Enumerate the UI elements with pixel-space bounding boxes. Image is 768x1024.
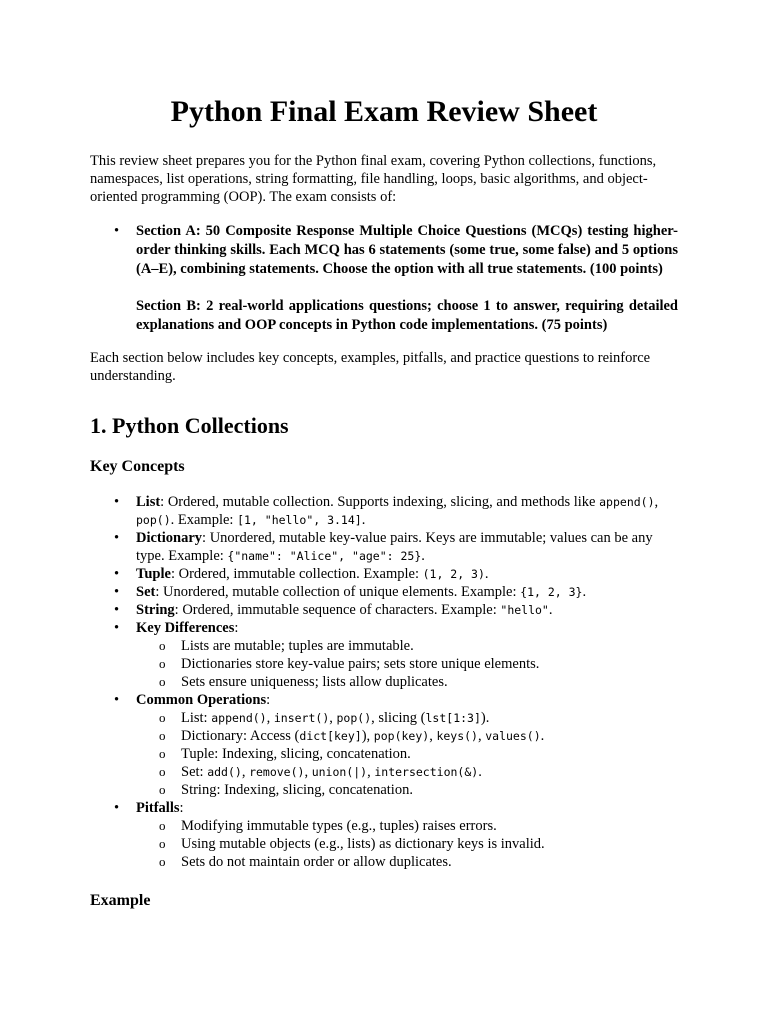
- pitfalls-sublist: [136, 817, 678, 871]
- page-title: Python Final Exam Review Sheet: [170, 95, 598, 128]
- circle-bullet-marker: o: [159, 638, 166, 653]
- punctuation: .: [582, 584, 587, 600]
- code-snippet: dict[key]: [299, 729, 362, 743]
- code-snippet: intersection(&): [374, 765, 479, 779]
- sub-list-item: [159, 709, 678, 727]
- sub-list-item: [159, 853, 678, 871]
- outro-paragraph: Each section below includes key concepts, examples, pitfalls, and practice questions to reinforce understanding.: [90, 350, 651, 384]
- heading-example: Example: [90, 892, 151, 909]
- separator: ,: [367, 764, 375, 780]
- separator: ,: [654, 494, 659, 510]
- sub-item-text: Sets ensure uniqueness; lists allow duplicates.: [181, 674, 448, 690]
- separator: ,: [241, 764, 250, 780]
- concept-term: Key Differences: [136, 620, 235, 636]
- concept-set: [114, 583, 678, 601]
- bullet-marker: •: [114, 530, 120, 546]
- concept-common-operations: [114, 691, 678, 799]
- punctuation: .: [361, 512, 366, 528]
- code-snippet: "hello": [500, 603, 549, 617]
- circle-bullet-marker: o: [159, 656, 166, 671]
- concept-term: Set: [136, 584, 156, 600]
- exam-section-item: [114, 222, 678, 335]
- common-operations-sublist: [136, 709, 678, 799]
- sub-list-item: [159, 637, 678, 655]
- bullet-marker: •: [114, 584, 120, 600]
- key-concepts-list: [90, 493, 678, 871]
- exam-sections-list: [90, 222, 678, 335]
- intro-paragraph: This review sheet prepares you for the Python final exam, covering Python collections, functions, namespaces, list operations, string formatting, file handling, loops, basic algorithms, and object-oriented programming (OOP). The exam consists of:: [90, 153, 657, 205]
- concept-list: [114, 493, 678, 529]
- circle-bullet-marker: o: [159, 746, 166, 761]
- sub-item-text: Using mutable objects (e.g., lists) as dictionary keys is invalid.: [181, 836, 545, 852]
- concept-text: : Ordered, immutable collection. Example:: [170, 566, 423, 582]
- bullet-marker: •: [114, 620, 120, 636]
- punctuation: .: [421, 548, 425, 564]
- op-label: Dictionary: Access (: [181, 728, 300, 744]
- punctuation: .: [548, 602, 553, 618]
- sub-list-item: [159, 781, 678, 799]
- bullet-marker: •: [114, 494, 120, 510]
- code-snippet: union(|): [311, 765, 368, 779]
- sub-item-text: Modifying immutable types (e.g., tuples) raises errors.: [181, 818, 497, 834]
- sub-list-item: [159, 745, 678, 763]
- sub-list-item: [159, 673, 678, 691]
- punctuation: :: [179, 800, 184, 816]
- circle-bullet-marker: o: [159, 818, 166, 833]
- concept-text: . Example:: [170, 512, 238, 528]
- sub-item-text: Sets do not maintain order or allow duplicates.: [181, 854, 452, 870]
- op-label: List:: [181, 710, 212, 726]
- sub-list-item: [159, 763, 678, 781]
- sub-item-text: Tuple: Indexing, slicing, concatenation.: [181, 746, 411, 762]
- code-snippet: {"name": "Alice", "age": 25}: [227, 549, 422, 563]
- bullet-marker: •: [114, 692, 120, 708]
- code-snippet: [1, "hello", 3.14]: [237, 513, 362, 527]
- concept-pitfalls: [114, 799, 678, 871]
- concept-term: Tuple: [136, 566, 171, 582]
- heading-python-collections: 1. Python Collections: [90, 413, 289, 438]
- concept-text: : Unordered, mutable key-value pairs. Keys are immutable; values can be any type. Example:: [136, 530, 653, 564]
- code-snippet: (1, 2, 3): [422, 567, 485, 581]
- sub-list-item: [159, 835, 678, 853]
- code-snippet: add(): [207, 765, 242, 779]
- separator: ,: [477, 728, 486, 744]
- bullet-marker: •: [114, 800, 120, 816]
- sub-item-text: Lists are mutable; tuples are immutable.: [181, 638, 414, 654]
- code-snippet: pop(): [336, 711, 372, 725]
- code-snippet: pop(): [136, 513, 171, 527]
- section-a-text: Section A: 50 Composite Response Multiple Choice Questions (MCQs) testing higher-order thinking skills. Each MCQ has 6 statements (some true, some false) and 5 options (A–E), combining statements. Choose the option with all true statements. (100 points): [136, 223, 678, 277]
- separator: ,: [304, 764, 312, 780]
- concept-tuple: [114, 565, 678, 583]
- punctuation: :: [234, 620, 239, 636]
- concept-term: String: [136, 602, 175, 618]
- punctuation: .: [478, 764, 482, 780]
- punctuation: ).: [480, 710, 490, 726]
- circle-bullet-marker: o: [159, 854, 166, 869]
- separator: ),: [361, 728, 374, 744]
- circle-bullet-marker: o: [159, 710, 166, 725]
- code-snippet: lst[1:3]: [425, 711, 481, 725]
- code-snippet: {1, 2, 3}: [520, 585, 583, 599]
- concept-dictionary: [114, 529, 678, 565]
- circle-bullet-marker: o: [159, 764, 166, 779]
- circle-bullet-marker: o: [159, 728, 166, 743]
- separator: ,: [266, 710, 274, 726]
- sub-list-item: [159, 817, 678, 835]
- code-snippet: values(): [485, 729, 541, 743]
- concept-string: [114, 601, 678, 619]
- key-differences-sublist: [136, 637, 678, 691]
- code-snippet: remove(): [249, 765, 305, 779]
- separator: ,: [429, 728, 437, 744]
- punctuation: .: [484, 566, 489, 582]
- concept-term: Dictionary: [136, 530, 203, 546]
- punctuation: :: [266, 692, 271, 708]
- bullet-marker: •: [114, 602, 120, 618]
- concept-text: : Ordered, immutable sequence of characters. Example:: [174, 602, 501, 618]
- concept-key-differences: [114, 619, 678, 691]
- code-snippet: insert(): [273, 711, 330, 725]
- code-snippet: keys(): [436, 729, 478, 743]
- circle-bullet-marker: o: [159, 836, 166, 851]
- bullet-marker: •: [114, 566, 120, 582]
- separator: , slicing (: [371, 710, 426, 726]
- sub-list-item: [159, 727, 678, 745]
- punctuation: .: [540, 728, 545, 744]
- code-snippet: append(): [211, 711, 267, 725]
- sub-item-text: Dictionaries store key-value pairs; sets store unique elements.: [181, 656, 540, 672]
- sub-item-text: String: Indexing, slicing, concatenation.: [181, 782, 413, 798]
- op-label: Set:: [181, 764, 208, 780]
- concept-text: : Unordered, mutable collection of unique elements. Example:: [155, 584, 521, 600]
- concept-term: Common Operations: [136, 692, 267, 708]
- code-snippet: pop(key): [373, 729, 430, 743]
- concept-term: Pitfalls: [136, 800, 180, 816]
- concept-term: List: [136, 494, 161, 510]
- heading-key-concepts: Key Concepts: [90, 458, 185, 475]
- circle-bullet-marker: o: [159, 782, 166, 797]
- circle-bullet-marker: o: [159, 674, 166, 689]
- bullet-marker: •: [114, 223, 120, 239]
- section-b-text: Section B: 2 real-world applications questions; choose 1 to answer, requiring detailed explanations and OOP concepts in Python code implementations. (75 points): [136, 298, 678, 333]
- sub-list-item: [159, 655, 678, 673]
- code-snippet: append(): [599, 495, 655, 509]
- separator: ,: [329, 710, 337, 726]
- concept-text: : Ordered, mutable collection. Supports indexing, slicing, and methods like: [160, 494, 600, 510]
